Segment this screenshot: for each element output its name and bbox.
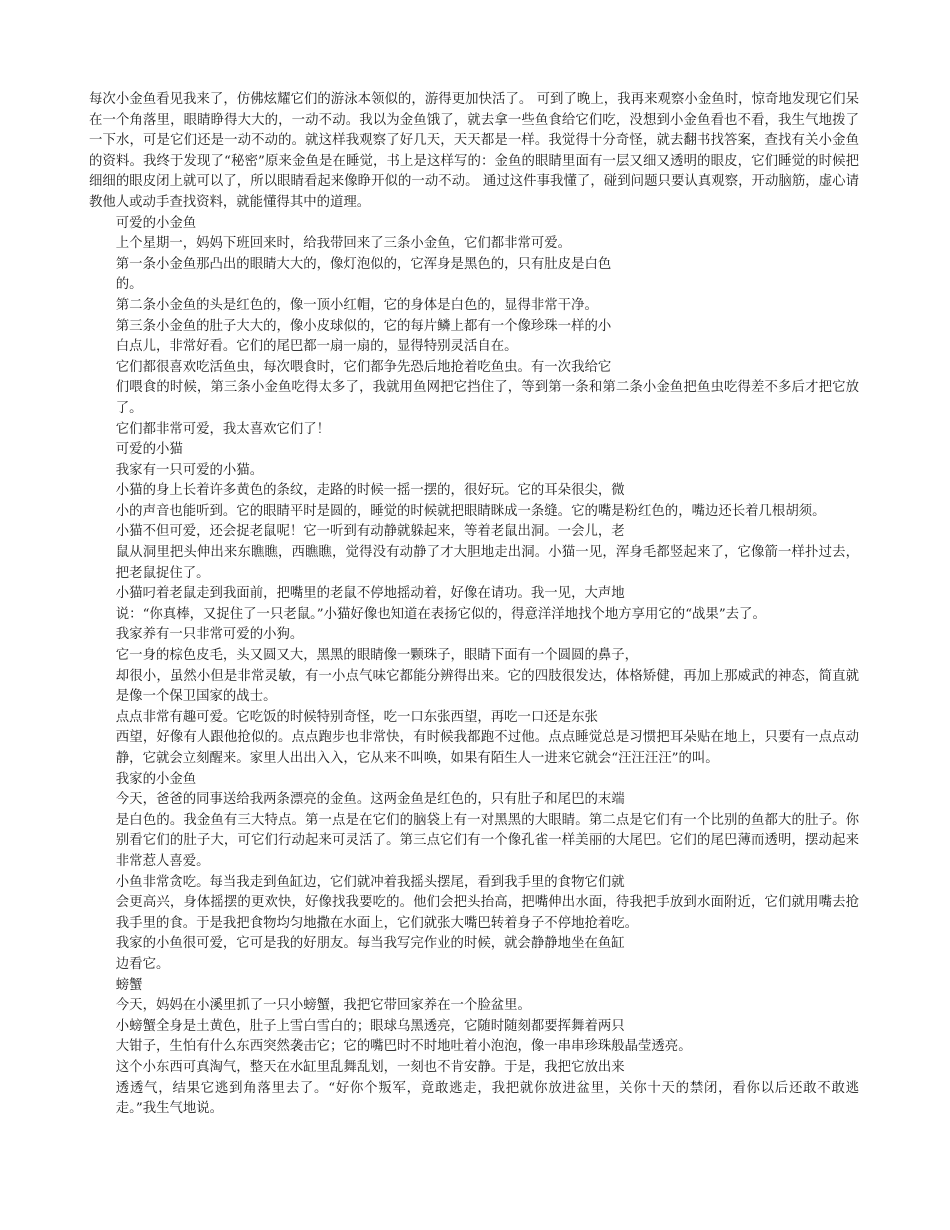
paragraph: 我家的小鱼很可爱，它可是我的好朋友。每当我写完作业的时候，就会静静地坐在鱼缸 — [115, 936, 625, 952]
paragraph: 我家养有一只非常可爱的小狗。 — [115, 627, 304, 643]
paragraph: 小猫不但可爱，还会捉老鼠呢！它一听到有动静就躲起来，等着老鼠出洞。一会儿，老 — [115, 524, 625, 540]
paragraph: 它们都非常可爱，我太喜欢它们了！ — [115, 421, 331, 437]
paragraph: 我家有一只可爱的小猫。 — [115, 462, 264, 478]
paragraph: 西望，好像有人跟他抢似的。点点跑步也非常快，有时候我都跑不过他。点点睡觉总是习惯把耳朵贴在地上，只要有一点点动静，它就会立刻醒来。家里人出出入入，它从来不叫唤，如果有陌生人一进来它就会“汪汪汪汪”的叫。 — [115, 730, 859, 766]
paragraph: 它一身的棕色皮毛，头又圆又大，黑黑的眼睛像一颗珠子，眼睛下面有一个圆圆的鼻子， — [115, 648, 639, 664]
paragraph: 是白色的。我金鱼有三大特点。第一点是在它们的脑袋上有一对黑黑的大眼睛。第二点是它们有一个比别的鱼都大的肚子。你别看它们的肚子大，可它们行动起来可灵活了。第三点它们有一个像孔雀一样美丽的大尾巴。它们的尾巴薄而透明，摆动起来非常惹人喜爱。 — [115, 812, 859, 869]
paragraph: 的。 — [115, 277, 143, 293]
section-title: 可爱的小金鱼 — [115, 215, 197, 231]
section-title: 我家的小金鱼 — [115, 771, 197, 787]
paragraph: 第一条小金鱼那凸出的眼睛大大的，像灯泡似的，它浑身是黑色的，只有肚皮是白色 — [115, 256, 612, 272]
paragraph: 第二条小金鱼的头是红色的，像一顶小红帽，它的身体是白色的，显得非常干净。 — [115, 297, 598, 313]
paragraph: 会更高兴，身体摇摆的更欢快，好像找我要吃的。他们会把头抬高，把嘴伸出水面，待我把手放到水面附近，它们就用嘴去抢我手里的食。于是我把食物均匀地撒在水面上，它们就张大嘴巴转着身子不停地抢着吃。 — [115, 895, 859, 931]
paragraph: 小猫的身上长着许多黄色的条纹，走路的时候一摇一摆的，很好玩。它的耳朵很尖，微 — [115, 483, 625, 499]
paragraph: 小螃蟹全身是土黄色，肚子上雪白雪白的；眼球乌黑透亮，它随时随刻都要挥舞着两只 — [115, 1018, 625, 1034]
paragraph: 白点儿，非常好看。它们的尾巴都一扇一扇的，显得特别灵活自在。 — [115, 339, 518, 355]
paragraph: 上个星期一，妈妈下班回来时，给我带回来了三条小金鱼，它们都非常可爱。 — [115, 236, 572, 252]
paragraph: 今天，爸爸的同事送给我两条漂亮的金鱼。这两金鱼是红色的，只有肚子和尾巴的末端 — [115, 792, 625, 808]
paragraph: 说：“你真棒，又捉住了一只老鼠。”小猫好像也知道在表扬它似的，得意洋洋地找个地方享用它的“战果”去了。 — [115, 606, 766, 622]
document-body — [89, 90, 859, 1120]
paragraph: 边看它。 — [115, 956, 170, 972]
paragraph: 小猫叼着老鼠走到我面前，把嘴里的老鼠不停地摇动着，好像在请功。我一见，大声地 — [115, 586, 625, 602]
paragraph: 小鱼非常贪吃。每当我走到鱼缸边，它们就冲着我摇头摆尾，看到我手里的食物它们就 — [115, 874, 625, 890]
paragraph: 鼠从洞里把头伸出来东瞧瞧，西瞧瞧，觉得没有动静了才大胆地走出洞。小猫一见，浑身毛都竖起来了，它像箭一样扑过去，把老鼠捉住了。 — [115, 545, 859, 581]
paragraph: 们喂食的时候，第三条小金鱼吃得太多了，我就用鱼网把它挡住了，等到第一条和第二条小金鱼把鱼虫吃得差不多后才把它放了。 — [115, 380, 859, 416]
paragraph: 大钳子，生怕有什么东西突然袭击它；它的嘴巴时不时地吐着小泡泡，像一串串珍珠般晶莹透亮。 — [115, 1039, 692, 1055]
paragraph: 它们都很喜欢吃活鱼虫，每次喂食时，它们都争先恐后地抢着吃鱼虫。有一次我给它 — [115, 359, 612, 375]
paragraph: 这个小东西可真淘气，整天在水缸里乱舞乱划，一刻也不肯安静。于是，我把它放出来 — [115, 1059, 625, 1075]
paragraph: 点点非常有趣可爱。它吃饭的时候特别奇怪，吃一口东张西望，再吃一口还是东张 — [115, 709, 598, 725]
section-title: 螃蟹 — [115, 977, 143, 993]
paragraph: 透透气，结果它逃到角落里去了。“好你个叛军，竟敢逃走，我把就你放进盆里，关你十天的禁闭，看你以后还敢不敢逃走。”我生气地说。 — [115, 1080, 859, 1117]
paragraph: 却很小，虽然小但是非常灵敏，有一小点气味它都能分辨得出来。它的四肢很发达，体格矫健，再加上那威武的神态，简直就是像一个保卫国家的战士。 — [115, 668, 859, 705]
paragraph: 第三条小金鱼的肚子大大的，像小皮球似的，它的每片鳞上都有一个像珍珠一样的小 — [115, 318, 612, 334]
section-title: 可爱的小猫 — [115, 442, 183, 458]
paragraph: 今天，妈妈在小溪里抓了一只小螃蟹，我把它带回家养在一个脸盆里。 — [115, 998, 531, 1014]
paragraph: 小的声音也能听到。它的眼睛平时是圆的，睡觉的时候就把眼睛眯成一条缝。它的嘴是粉红色的，嘴边还长着几根胡须。 — [115, 503, 826, 519]
paragraph: 每次小金鱼看见我来了，仿佛炫耀它们的游泳本领似的，游得更加快活了。 可到了晚上，我再来观察小金鱼时，惊奇地发现它们呆在一个角落里，眼睛睁得大大的，一动不动。我以为金鱼饿了，就去拿一些鱼食给它们吃，没想到小金鱼看也不看，我生气地拨了一下水，可是它们还是一动不动的。就这样我观察了好几天，天天都是一样。我觉得十分奇怪，就去翻书找答案，查找有关小金鱼的资料。我终于发现了“秘密”原来金鱼是在睡觉，书上是这样写的：金鱼的眼睛里面有一层又细又透明的眼皮，它们睡觉的时候把细细的眼皮闭上就可以了，所以眼睛看起来像睁开似的一动不动。 通过这件事我懂了，碰到问题只要认真观察，开动脑筋，虚心请教他人或动手查找资料，就能懂得其中的道理。 — [89, 92, 859, 210]
